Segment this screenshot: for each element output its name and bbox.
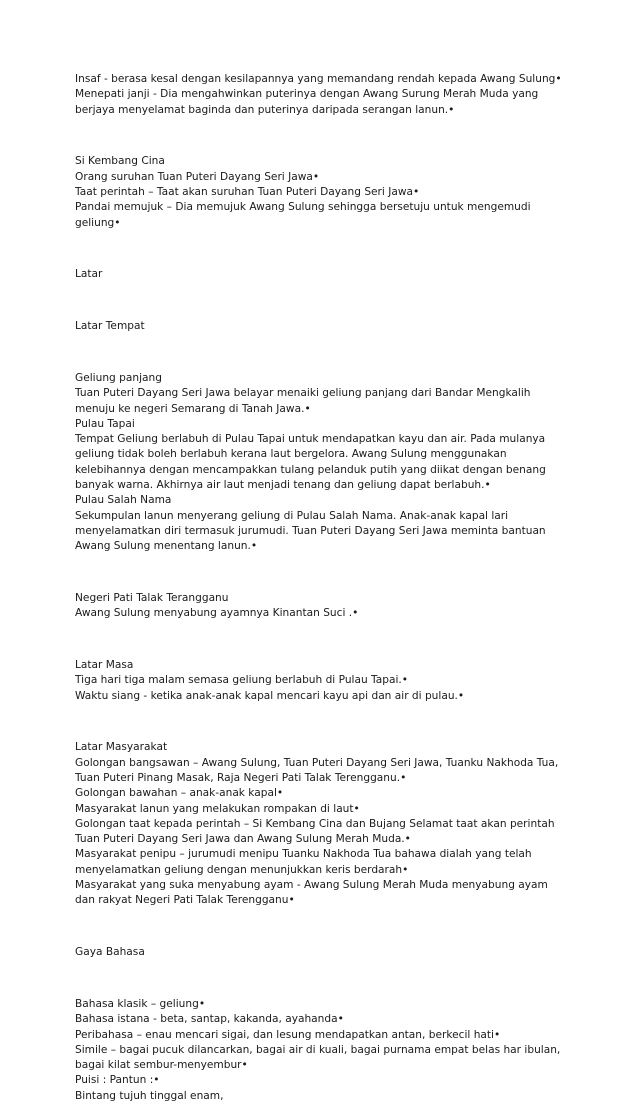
text-line: Orang suruhan Tuan Puteri Dayang Seri Jawa• — [75, 170, 320, 183]
text-line: Insaf - berasa kesal dengan kesilapannya yang memandang rendah kepada Awang Sulung• — [75, 73, 562, 85]
blank-line — [75, 345, 565, 360]
text-line: Latar Tempat — [75, 320, 145, 333]
text-line: Tuan Puteri Dayang Seri Jawa belayar menaiki geliung panjang dari Bandar Mengkalih menuju ke negeri Semarang di Tanah Jawa.• — [75, 387, 531, 415]
blank-line — [75, 632, 565, 647]
text-line: Peribahasa – enau mencari sigai, dan lesung mendapatkan antan, berkecil hati• — [75, 1028, 501, 1041]
text-line: Simile – bagai pucuk dilancarkan, bagai air di kuali, bagai purnama empat belas har ibulan, bagai kilat sembur-menyembur• — [75, 1043, 561, 1072]
text-line: Negeri Pati Talak Terangganu — [75, 591, 229, 604]
text-line: Taat perintah – Taat akan suruhan Tuan Puteri Dayang Seri Jawa• — [75, 185, 420, 198]
text-line: Latar Masyarakat — [75, 741, 168, 754]
text-line: Menepati janji - Dia mengahwinkan puterinya dengan Awang Surung Merah Muda yang berjaya menyelamat baginda dan puterinya daripada serangan lanun.• — [75, 88, 539, 116]
text-line: Latar Masa — [75, 659, 134, 672]
blank-line — [75, 241, 565, 256]
text-line: Masyarakat lanun yang melakukan rompakan di laut• — [75, 802, 360, 815]
text-line: Pulau Tapai — [75, 417, 135, 430]
text-line: Tempat Geliung berlabuh di Pulau Tapai untuk mendapatkan kayu dan air. Pada mulanya geliung tidak boleh berlabuh kerana laut bergelora. Awang Sulung menggunakan kelebihannya dengan mencampakkan tulang pelanduk putih yang diikat dengan benang banyak warna. Akhirnya air laut menjadi tenang dan geliung dapat berlabuh.• — [75, 433, 546, 491]
document-page — [75, 72, 565, 1104]
text-line: Latar — [75, 268, 103, 281]
text-line: Bintang tujuh tinggal enam, — [75, 1089, 224, 1102]
text-line: Golongan taat kepada perintah – Si Kembang Cina dan Bujang Selamat taat akan perintah Tuan Puteri Dayang Seri Jawa dan Awang Sulung Merah Muda.• — [75, 817, 555, 846]
text-line: Bahasa istana - beta, santap, kakanda, ayahanda• — [75, 1013, 344, 1026]
blank-line — [75, 293, 565, 308]
text-line: Golongan bawahan – anak-anak kapal• — [75, 787, 284, 800]
text-line: Pandai memujuk – Dia memujuk Awang Sulung sehingga bersetuju untuk mengemudi geliung• — [75, 201, 531, 229]
blank-line — [75, 128, 565, 143]
text-line: Puisi : Pantun :• — [75, 1074, 160, 1087]
text-line: Tiga hari tiga malam semasa geliung berlabuh di Pulau Tapai.• — [75, 674, 409, 687]
text-line: Bahasa klasik – geliung• — [75, 997, 206, 1010]
blank-line — [75, 565, 565, 580]
text-line: Golongan bangsawan – Awang Sulung, Tuan Puteri Dayang Seri Jawa, Tuanku Nakhoda Tua, Tuan Puteri Pinang Masak, Raja Negeri Pati Talak Terengganu.• — [75, 756, 559, 784]
text-line: Gaya Bahasa — [75, 946, 145, 959]
blank-line — [75, 715, 565, 730]
text-line: Waktu siang - ketika anak-anak kapal mencari kayu api dan air di pulau.• — [75, 689, 465, 702]
text-line: Masyarakat yang suka menyabung ayam - Awang Sulung Merah Muda menyabung ayam dan rakyat Negeri Pati Talak Terengganu• — [75, 879, 548, 907]
text-line: Awang Sulung menyabung ayamnya Kinantan Suci .• — [75, 607, 359, 620]
text-line: Sekumpulan lanun menyerang geliung di Pulau Salah Nama. Anak-anak kapal lari menyelamatkan diri termasuk jurumudi. Tuan Puteri Dayang Seri Jawa meminta bantuan Awang Sulung menentang lanun.• — [75, 509, 546, 553]
text-line: Masyarakat penipu – jurumudi menipu Tuanku Nakhoda Tua bahawa dialah yang telah menyelamatkan geliung dengan menunjukkan keris berdarah• — [75, 848, 532, 876]
text-line: Si Kembang Cina — [75, 155, 165, 168]
text-line: Geliung panjang — [75, 371, 162, 384]
blank-line — [75, 971, 565, 986]
blank-line — [75, 919, 565, 934]
text-line: Pulau Salah Nama — [75, 494, 172, 507]
